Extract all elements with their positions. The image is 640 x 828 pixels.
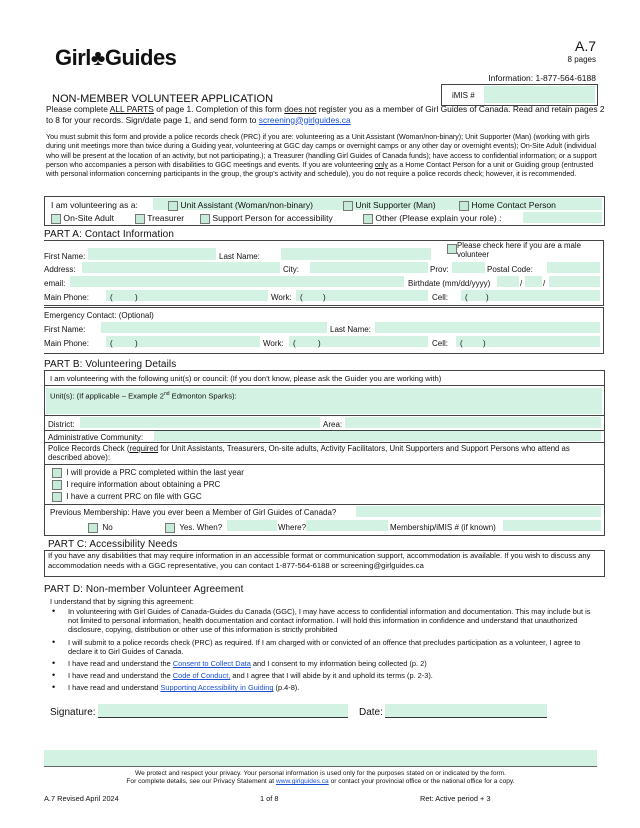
signature-label: Signature: [50,707,96,718]
previous-where-label: Where? [278,523,307,532]
area-input[interactable] [345,417,601,428]
admin-community-label: Administrative Community: [48,433,144,442]
checkbox[interactable] [52,480,62,490]
checkbox[interactable] [165,523,175,533]
previous-no-option[interactable]: No [88,523,113,533]
emergency-last-name-input[interactable] [375,322,600,333]
emergency-first-name-label: First Name: [44,325,86,334]
part-b-title: PART B: Volunteering Details [44,359,177,370]
agreement-item: • In volunteering with Girl Guides of Canada-Guides du Canada (GGC), I may have access to confidential information and documentation. This may include but is not limited to personal information, health documentation and contact information. I will hold this information in confidence and understand that unauthorized disclosure, copying, distribution or other use of this information is strictly prohibited [44,607,600,635]
area-label: Area: [323,420,343,429]
first-name-label: First Name: [44,252,86,261]
cell-phone-label: Cell: [432,293,449,302]
agreement-item: • I have read and understand Supporting Accessibility in Guiding (p.4-8). [44,683,600,692]
postal-code-label: Postal Code: [487,265,533,274]
privacy-line-2: For complete details, see our Privacy Statement at www.girlguides.ca or contact your provincial office or the national office for a copy. [126,778,515,785]
checkbox[interactable] [135,214,145,224]
main-phone-label: Main Phone: [44,293,89,302]
role-support-person[interactable]: Support Person for accessibility [200,213,333,224]
retention-period: Ret: Active period + 3 [420,794,491,803]
previous-membership-label: Previous Membership: Have you ever been a Member of Girl Guides of Canada? [50,508,337,517]
other-role-input[interactable] [523,212,602,223]
part-a-title: PART A: Contact Information [44,229,174,240]
agreement-list [44,607,600,696]
form-code: A.7 [574,38,596,54]
checkbox[interactable] [200,214,210,224]
district-label: District: [48,420,75,429]
birthdate-mm[interactable] [497,276,519,287]
work-phone-input[interactable] [296,290,428,301]
emergency-main-phone-label: Main Phone: [44,339,89,348]
agreement-item: • I have read and understand the Consent to Collect Data and I consent to my information being collected (p. 2) [44,659,600,668]
part-c-title: PART C: Accessibility Needs [48,539,178,550]
role-treasurer[interactable]: Treasurer [135,213,184,224]
code-of-conduct-link[interactable]: Code of Conduct, [172,671,231,681]
date-input[interactable] [385,704,547,718]
prc-requirements-text: You must submit this form and provide a police records check (PRC) if you are: volunteering as a Unit Assistant (Woman/non-binary); Unit Supporter (Man) (working with girls during unit meetings more than twice during a Guiding year, volunteering at GGC day camps or overnight camps or any other day or overnight events); On-Site Adult (individual who will be present at the location of an activity, but not participating.); a Treasurer (handling Girl Guides of Canada funds); have access to confidential information; or a support person who accompanies a person with disabilities to GGC meetings and events. If you are volunteering only as a Home Contact Person for a unit or Guiding group (entrusted with personal information concerning participants in the group, the group’s activity and schedule), you do not require a police records check; however, it is recommended. [46,133,597,179]
girl-guides-logo: Girl♣Guides [55,45,177,70]
work-phone-label: Work: [271,293,292,302]
birthdate-label: Birthdate (mm/dd/yyyy) [408,279,491,288]
postal-code-input[interactable] [547,262,600,273]
imis-label: iMIS # [452,91,475,100]
emergency-cell-input[interactable] [456,336,600,347]
signature-input[interactable] [98,704,348,718]
screening-email-link[interactable]: screening@girlguides.ca [258,114,351,125]
page-number: 1 of 8 [260,794,279,803]
email-input[interactable] [70,276,404,287]
main-phone-input[interactable] [106,290,268,301]
prc-option-1[interactable]: I will provide a PRC completed within the last year [52,468,244,478]
district-input[interactable] [80,417,320,428]
male-volunteer-checkbox[interactable] [447,244,457,254]
footer-divider [44,766,597,767]
emergency-first-name-input[interactable] [101,322,327,333]
agreement-intro: I understand that by signing this agreement: [50,597,194,606]
revision-date: A.7 Revised April 2024 [44,794,119,803]
checkbox[interactable] [52,468,62,478]
birthdate-yyyy[interactable] [549,276,600,287]
privacy-line-1: We protect and respect your privacy. Your personal information is used only for the purposes stated on or indicated by the form. [134,770,507,777]
agreement-item: • I will submit to a police records check (PRC) as required. If I am charged with or convicted of an offence that precludes participation as a volunteer, I agree to declare it to Girl Guides of Canada. [44,638,600,656]
previous-when-input[interactable] [227,520,277,531]
prc-requirement-label: Police Records Check (required for Unit Assistants, Treasurers, On-site adults, Activity Facilitators, Unit Supporters and Support Persons who attend as described above): [48,444,570,463]
imis-box [441,84,598,106]
emergency-title: Emergency Contact: (Optional) [44,311,154,320]
imis-input[interactable] [484,86,595,103]
membership-imis-label: Membership/iMIS # (if known) [390,523,496,532]
checkbox[interactable] [52,492,62,502]
page-count: 8 pages [567,55,596,64]
divider [44,415,605,416]
prc-option-3[interactable]: I have a current PRC on file with GGC [52,492,202,502]
checkbox[interactable] [363,214,373,224]
role-unit-assistant[interactable]: Unit Assistant (Woman/non-binary) [168,200,313,211]
admin-community-input[interactable] [154,431,601,441]
part-d-title: PART D: Non-member Volunteer Agreement [44,584,244,595]
divider [44,385,605,386]
checkbox[interactable] [51,214,61,224]
previous-where-input[interactable] [306,520,388,531]
consent-to-collect-data-link[interactable]: Consent to Collect Data [172,659,251,669]
membership-imis-input[interactable] [503,520,601,531]
form-title: NON-MEMBER VOLUNTEER APPLICATION [52,93,274,105]
email-label: email: [44,279,66,288]
information-phone: Information: 1-877-564-6188 [488,73,596,83]
checkbox[interactable] [343,201,353,211]
role-home-contact[interactable]: Home Contact Person [459,200,556,211]
last-name-input[interactable] [281,248,431,260]
emergency-work-label: Work: [263,339,284,348]
divider [44,504,605,505]
office-use-band [44,750,597,766]
role-on-site-adult[interactable]: On-Site Adult [51,213,114,224]
emergency-last-name-label: Last Name: [330,325,371,334]
unit-intro-label: I am volunteering with the following unit(s) or council: (If you don’t know, please ask the Guider you are working with) [50,374,442,383]
role-label: I am volunteering as a: [51,200,138,210]
checkbox[interactable] [459,201,469,211]
date-label: Date: [359,707,383,718]
city-input[interactable] [310,262,428,273]
province-input[interactable] [452,262,485,273]
emergency-work-input[interactable] [289,336,428,347]
units-label: Unit(s): (If applicable – Example 2nd Edmonton Sparks): [50,391,237,401]
accessibility-text: If you have any disabilities that may require information in an accessible format or communication support, accommodation is available. If you wish to discuss any accommodation needs with a GGC representative, you can contact 1-877-564-6188 or screening@girlguides.ca [48,551,591,570]
male-volunteer-label: Please check here if you are a male volunteer [457,241,581,260]
role-selection-box [44,196,605,226]
divider [44,464,605,465]
emergency-main-phone-input[interactable] [106,336,260,347]
last-name-label: Last Name: [219,252,260,261]
girlguides-website-link[interactable]: www.girlguides.ca [275,778,329,785]
agreement-item: • I have read and understand the Code of Conduct, and I agree that I will abide by it and uphold its terms (p. 2-3). [44,671,600,680]
city-label: City: [283,265,299,274]
first-name-input[interactable] [88,248,216,260]
address-label: Address: [44,265,76,274]
role-unit-supporter[interactable]: Unit Supporter (Man) [343,200,436,211]
role-other[interactable]: Other (Please explain your role) : [363,213,502,224]
province-label: Prov: [430,265,449,274]
checkbox[interactable] [168,201,178,211]
intro-text: Please complete ALL PARTS of page 1. Completion of this form does not register you as a member of Girl Guides of Canada. Read and retain pages 2 to 8 for your records. Sign/date page 1, and send form to screening@girlguides.ca [46,104,605,125]
checkbox[interactable] [88,523,98,533]
divider [44,442,605,443]
previous-membership-row [356,506,601,517]
previous-yes-option[interactable]: Yes. When? [165,523,222,533]
emergency-cell-label: Cell: [432,339,449,348]
trefoil-icon: ♣ [90,45,105,70]
address-input[interactable] [82,262,280,273]
cell-phone-input[interactable] [461,290,600,301]
supporting-accessibility-link[interactable]: Supporting Accessibility in Guiding [160,683,274,693]
prc-option-2[interactable]: I require information about obtaining a PRC [52,480,220,490]
birthdate-dd[interactable] [525,276,542,287]
